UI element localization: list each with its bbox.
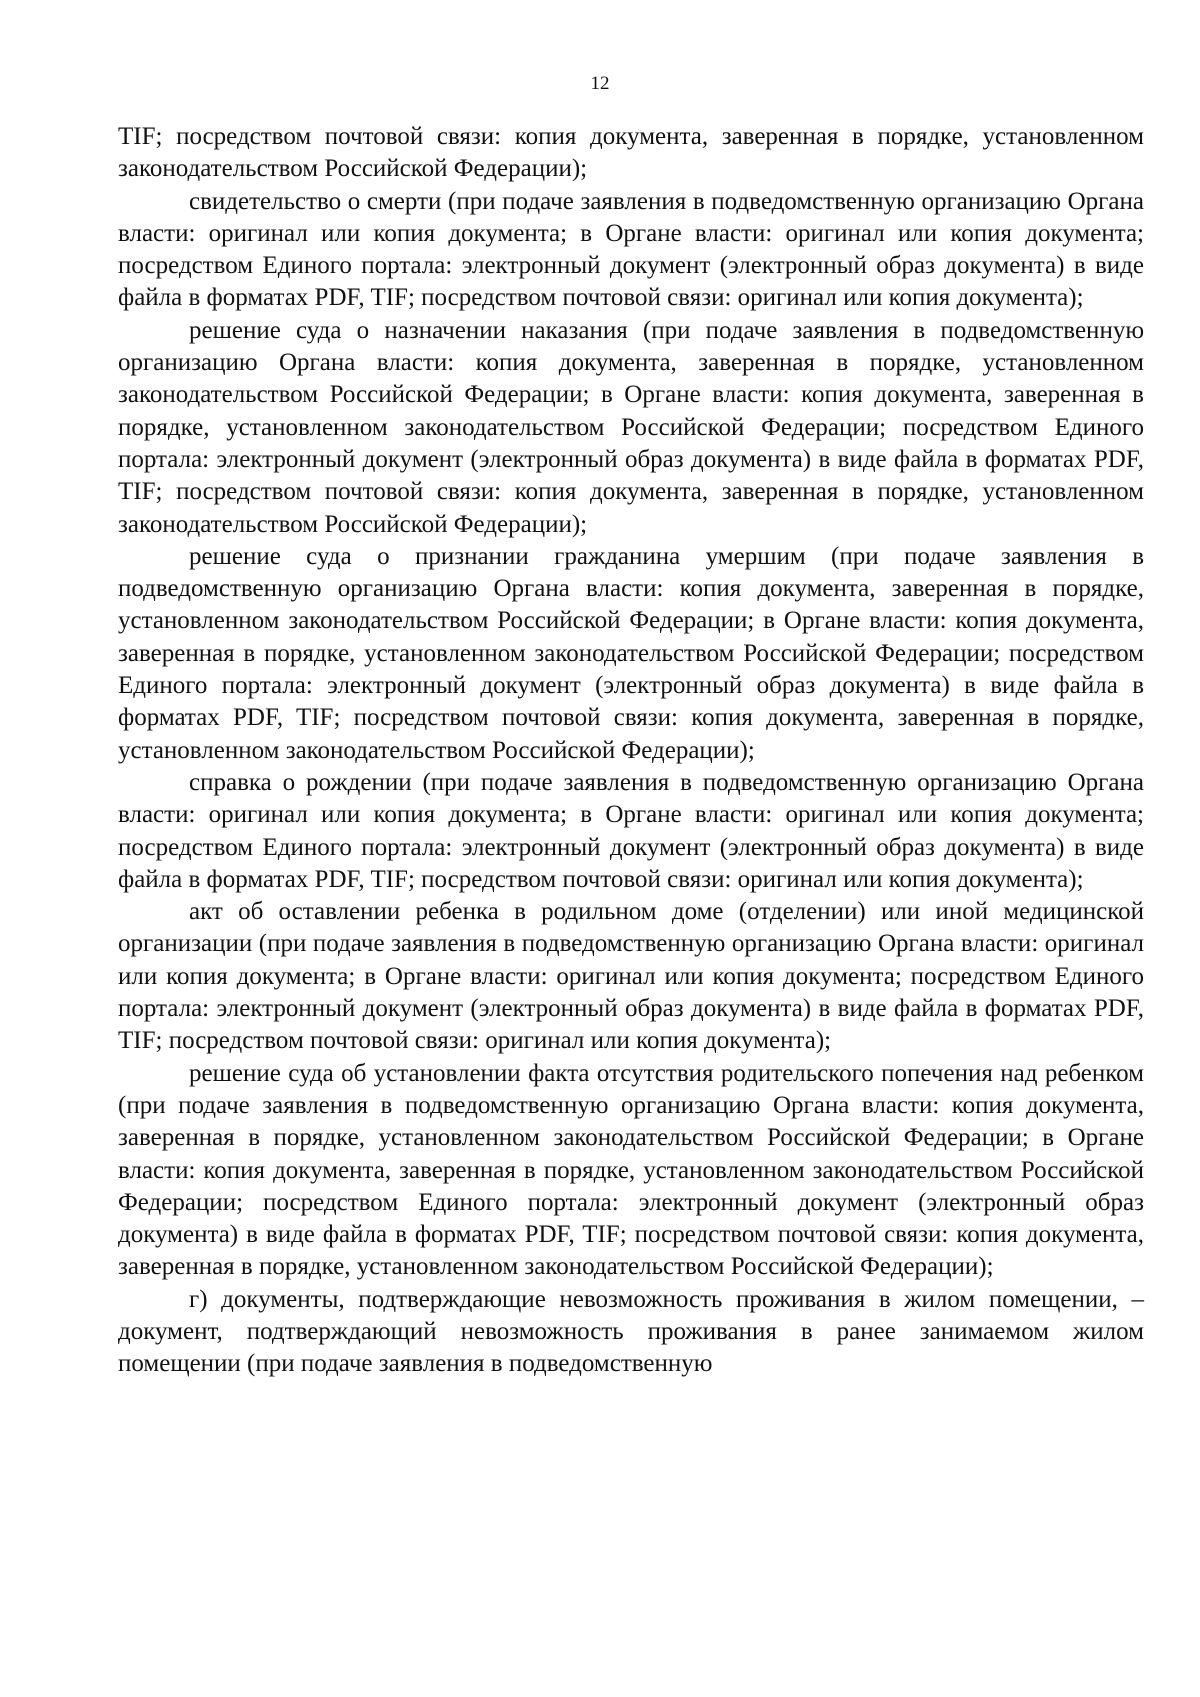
paragraph-birth-certificate: справка о рождении (при подаче заявления в подведомственную организацию Органа власти: оригинал или копия документа; в Органе власти: оригинал или копия документа; посредством Единого портала: электронный документ (электронный образ документа) в виде файла в форматах PDF, TIF; посредством почтовой связи: оригинал или копия документа); xyxy=(118,768,1144,893)
paragraph-continuation: TIF; посредством почтовой связи: копия документа, заверенная в порядке, установленном законодательством Российской Федерации); xyxy=(118,123,1144,183)
paragraph-housing-documents: г) документы, подтверждающие невозможность проживания в жилом помещении, – документ, подтверждающий невозможность проживания в ранее занимаемом жилом помещении (при подаче заявления в подведомственную xyxy=(118,1285,1144,1378)
document-body xyxy=(118,121,1144,1381)
page-number: 12 xyxy=(590,73,610,94)
paragraph-court-death-declaration: решение суда о признании гражданина умершим (при подаче заявления в подведомственную организацию Органа власти: копия документа, заверенная в порядке, установленном законодательством Российской Федерации; в Органе власти: копия документа, заверенная в порядке, установленном законодательством Российской Федерации; посредством Единого портала: электронный документ (электронный образ документа) в виде файла в форматах PDF, TIF; посредством почтовой связи: копия документа, заверенная в порядке, установленном законодательством Российской Федерации); xyxy=(118,542,1144,764)
paragraph-death-certificate: свидетельство о смерти (при подаче заявления в подведомственную организацию Органа власти: оригинал или копия документа; в Органе власти: оригинал или копия документа; посредством Единого портала: электронный документ (электронный образ документа) в виде файла в форматах PDF, TIF; посредством почтовой связи: оригинал или копия документа); xyxy=(118,187,1144,312)
paragraph-court-parental-care: решение суда об установлении факта отсутствия родительского попечения над ребенком (при подаче заявления в подведомственную организацию Органа власти: копия документа, заверенная в порядке, установленном законодательством Российской Федерации; в Органе власти: копия документа, заверенная в порядке, установленном законодательством Российской Федерации; посредством Единого портала: электронный документ (электронный образ документа) в виде файла в форматах PDF, TIF; посредством почтовой связи: копия документа, заверенная в порядке, установленном законодательством Российской Федерации); xyxy=(118,1059,1144,1281)
paragraph-court-sentence: решение суда о назначении наказания (при подаче заявления в подведомственную организацию Органа власти: копия документа, заверенная в порядке, установленном законодательством Российской Федерации; в Органе власти: копия документа, заверенная в порядке, установленном законодательством Российской Федерации; посредством Единого портала: электронный документ (электронный образ документа) в виде файла в форматах PDF, TIF; посредством почтовой связи: копия документа, заверенная в порядке, установленном законодательством Российской Федерации); xyxy=(118,316,1144,538)
paragraph-child-abandonment-act: акт об оставлении ребенка в родильном доме (отделении) или иной медицинской организации (при подаче заявления в подведомственную организацию Органа власти: оригинал или копия документа; в Органе власти: оригинал или копия документа; посредством Единого портала: электронный документ (электронный образ документа) в виде файла в форматах PDF, TIF; посредством почтовой связи: оригинал или копия документа); xyxy=(118,898,1144,1055)
